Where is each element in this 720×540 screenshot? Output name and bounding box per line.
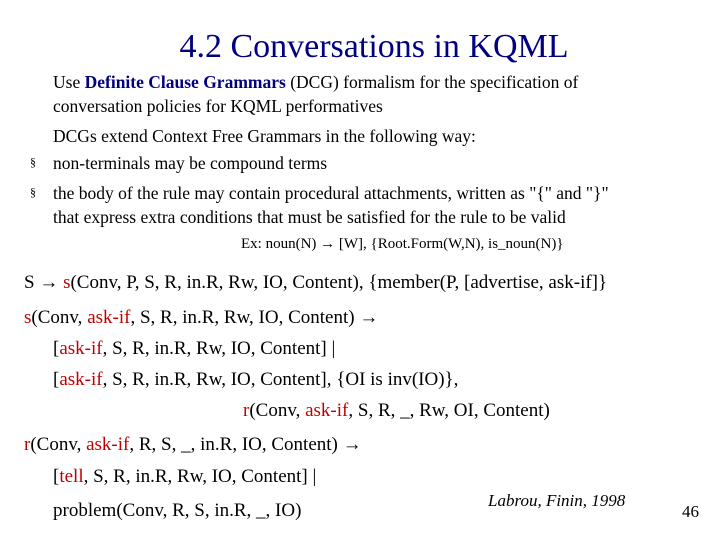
functor: r: [24, 434, 31, 455]
rule-line-2: [24, 307, 378, 329]
rule-text: [: [53, 369, 60, 390]
rule-text: , S, R, in.R, Rw, IO, Content) →: [130, 307, 379, 328]
rule-text: , S, R, in.R, Rw, IO, Content], {OI is inv(IO)},: [102, 369, 459, 390]
rule-line-1: [24, 272, 607, 294]
arrow-symbol: →: [34, 272, 64, 293]
rule-line-5: [243, 400, 550, 422]
performative-keyword: ask-if: [87, 307, 131, 328]
functor: s: [24, 307, 32, 328]
performative-keyword: ask-if: [305, 400, 349, 421]
rule-body: (Conv, P, S, R, in.R, Rw, IO, Content), {member(P, [advertise, ask-if]}: [70, 272, 608, 293]
bullet-item-2-line-1: the body of the rule may contain procedural attachments, written as "{" and "}": [53, 183, 609, 203]
intro-text: (DCG) formalism for the specification of: [285, 72, 579, 92]
rule-line-6: [24, 434, 362, 456]
rule-text: , R, S, _, in.R, IO, Content) →: [129, 434, 362, 455]
bullet-marker-2: §: [30, 185, 36, 199]
rule-line-3: [53, 338, 335, 360]
rule-line-4: [53, 369, 458, 391]
intro-line-3: DCGs extend Context Free Grammars in the following way:: [53, 126, 476, 146]
slide-title: 4.2 Conversations in KQML: [179, 28, 569, 65]
performative-keyword: ask-if: [86, 434, 130, 455]
rule-text: [: [53, 466, 60, 487]
rule-line-7: [53, 466, 316, 488]
performative-keyword: tell: [59, 466, 84, 487]
rule-text: , S, R, in.R, Rw, IO, Content] |: [83, 466, 317, 487]
rule-text: , S, R, in.R, Rw, IO, Content] |: [102, 338, 336, 359]
performative-keyword: ask-if: [59, 338, 103, 359]
rule-text: (Conv,: [31, 307, 88, 328]
intro-line-1: [53, 72, 578, 93]
rule-text: (Conv,: [30, 434, 87, 455]
citation: Labrou, Finin, 1998: [488, 491, 626, 510]
bullet-item-1: non-terminals may be compound terms: [53, 153, 328, 173]
rule-text: , S, R, _, Rw, OI, Content): [348, 400, 550, 421]
rule-head: S: [24, 272, 35, 293]
intro-line-2: conversation policies for KQML performatives: [53, 96, 383, 116]
bullet-marker-1: §: [30, 155, 36, 169]
rule-text: (Conv,: [249, 400, 306, 421]
example-rule: Ex: noun(N) → [W], {Root.Form(W,N), is_noun(N)}: [241, 236, 564, 252]
bullet-item-2-line-2: that express extra conditions that must be satisfied for the rule to be valid: [53, 207, 566, 227]
functor: s: [63, 272, 71, 293]
dcg-term: Definite Clause Grammars: [84, 72, 286, 92]
page-number: 46: [682, 502, 699, 521]
rule-line-8: problem(Conv, R, S, in.R, _, IO): [53, 500, 302, 521]
rule-text: [: [53, 338, 60, 359]
functor: r: [243, 400, 250, 421]
intro-text: Use: [53, 72, 85, 92]
performative-keyword: ask-if: [59, 369, 103, 390]
